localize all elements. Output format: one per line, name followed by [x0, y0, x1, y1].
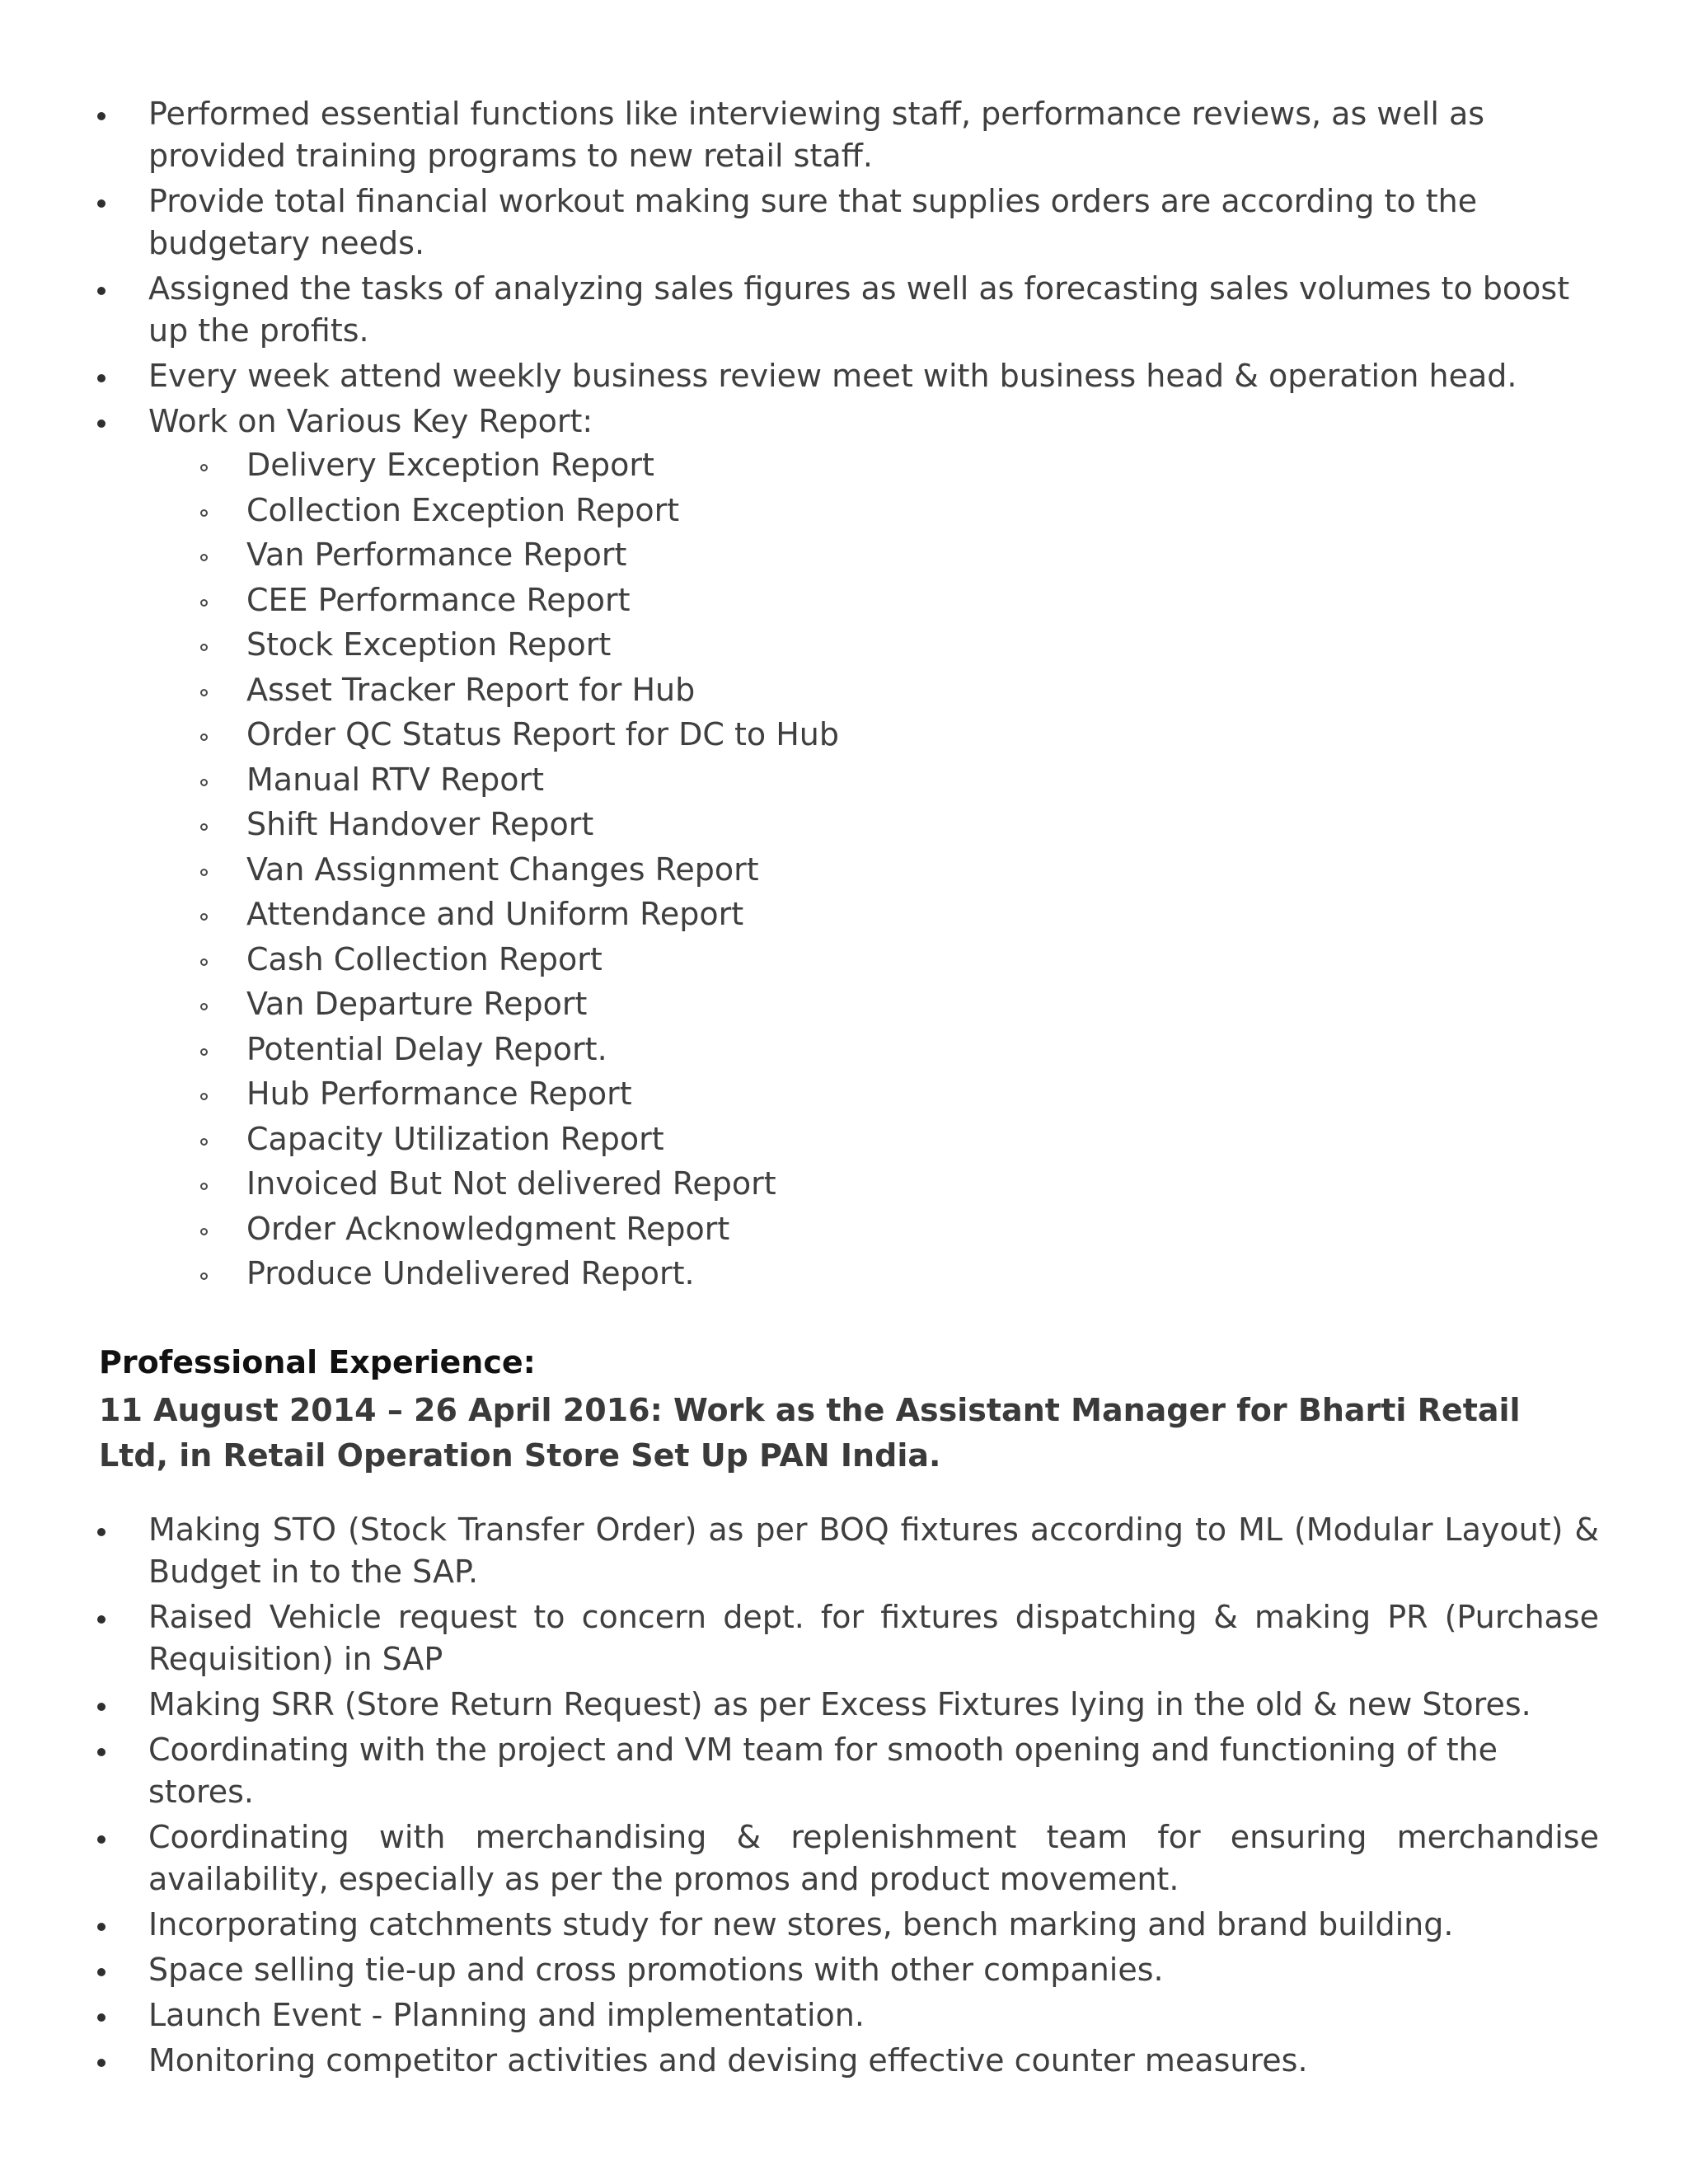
- circle-bullet-icon: [200, 779, 208, 786]
- bullet-icon: [97, 1968, 106, 1976]
- list-item: [0, 1816, 1599, 1900]
- list-item-text: Coordinating with the project and VM team for smooth opening and functioning of the stores.: [148, 1732, 1498, 1810]
- bullet-icon: [97, 287, 106, 295]
- report-item: [148, 757, 1599, 803]
- report-item: [148, 937, 1599, 982]
- report-item: [148, 488, 1599, 533]
- report-item: [148, 847, 1599, 893]
- duties-list: [0, 1509, 1599, 2085]
- report-item: [148, 1117, 1599, 1162]
- list-item-text: Provide total financial workout making sure that supplies orders are according to the budgetary needs.: [148, 183, 1478, 261]
- circle-bullet-icon: [200, 464, 208, 471]
- report-item: [148, 1071, 1599, 1117]
- circle-bullet-icon: [200, 1093, 208, 1100]
- list-item: [0, 93, 1599, 177]
- report-item-text: Stock Exception Report: [246, 626, 612, 663]
- report-item: [148, 892, 1599, 937]
- circle-bullet-icon: [200, 823, 208, 831]
- report-item-text: Order QC Status Report for DC to Hub: [246, 716, 840, 752]
- bullet-icon: [97, 1923, 106, 1931]
- report-item: [148, 622, 1599, 668]
- job-title: 11 August 2014 – 26 April 2016: Work as the Assistant Manager for Bharti Retail Ltd, in Retail Operation Store Set Up PAN India.: [99, 1392, 1521, 1474]
- report-item: [148, 443, 1599, 488]
- list-item-text: Performed essential functions like interviewing staff, performance reviews, as well as provided training programs to new retail staff.: [148, 96, 1485, 174]
- circle-bullet-icon: [200, 958, 208, 966]
- report-item: [148, 712, 1599, 757]
- report-item: [148, 532, 1599, 578]
- bullet-icon: [97, 2059, 106, 2067]
- list-item: [0, 1994, 1599, 2036]
- report-item-text: Produce Undelivered Report.: [246, 1255, 695, 1291]
- bullet-icon: [97, 2013, 106, 2022]
- list-item-text: Incorporating catchments study for new stores, bench marking and brand building.: [148, 1906, 1454, 1943]
- list-item-text: Monitoring competitor activities and devising effective counter measures.: [148, 2042, 1308, 2079]
- bullet-icon: [97, 374, 106, 382]
- list-item: [0, 268, 1599, 352]
- key-reports-list: [148, 443, 1599, 1296]
- list-item: [0, 1509, 1599, 1593]
- report-item-text: Collection Exception Report: [246, 491, 680, 528]
- report-item: [148, 1027, 1599, 1072]
- list-item-text: Every week attend weekly business review meet with business head & operation head.: [148, 358, 1517, 394]
- report-item-text: Asset Tracker Report for Hub: [246, 671, 696, 708]
- report-item-text: Hub Performance Report: [246, 1076, 632, 1112]
- list-item: [0, 1596, 1599, 1680]
- circle-bullet-icon: [200, 1138, 208, 1146]
- bullet-icon: [97, 1528, 106, 1536]
- list-item-text: Making SRR (Store Return Request) as per Excess Fixtures lying in the old & new Stores.: [148, 1686, 1531, 1722]
- bullet-icon: [97, 1748, 106, 1756]
- list-item: [0, 1904, 1599, 1946]
- report-item-text: Delivery Exception Report: [246, 447, 654, 483]
- list-item: [0, 180, 1599, 265]
- list-item: [0, 1949, 1599, 1991]
- report-item-text: Attendance and Uniform Report: [246, 896, 744, 932]
- circle-bullet-icon: [200, 509, 208, 517]
- report-item: [148, 982, 1599, 1027]
- report-item-text: Van Departure Report: [246, 986, 588, 1022]
- list-item: [0, 1729, 1599, 1813]
- circle-bullet-icon: [200, 1183, 208, 1190]
- bullet-icon: [97, 199, 106, 208]
- bullet-icon: [97, 1835, 106, 1844]
- list-item-text: Launch Event - Planning and implementation.: [148, 1997, 865, 2033]
- report-item: [148, 1251, 1599, 1296]
- list-item: [0, 355, 1599, 397]
- bullet-icon: [97, 419, 106, 428]
- report-item: [148, 668, 1599, 713]
- report-item-text: Van Assignment Changes Report: [246, 851, 759, 888]
- report-item-text: Cash Collection Report: [246, 940, 603, 977]
- report-item: [148, 1207, 1599, 1252]
- report-item: [148, 578, 1599, 623]
- report-item-text: Shift Handover Report: [246, 806, 594, 842]
- circle-bullet-icon: [200, 599, 208, 607]
- bullet-icon: [97, 112, 106, 120]
- section-heading: Professional Experience:: [99, 1344, 536, 1380]
- list-item-text: Space selling tie-up and cross promotions with other companies.: [148, 1952, 1164, 1988]
- list-item: [0, 401, 1599, 1296]
- report-item-text: Potential Delay Report.: [246, 1030, 607, 1067]
- list-item-text: Assigned the tasks of analyzing sales figures as well as forecasting sales volumes to boost up the profits.: [148, 270, 1570, 349]
- circle-bullet-icon: [200, 869, 208, 876]
- report-item-text: Capacity Utilization Report: [246, 1120, 664, 1157]
- report-item-text: CEE Performance Report: [246, 581, 631, 618]
- list-item-text: Work on Various Key Report:: [148, 403, 593, 439]
- list-item-text: Raised Vehicle request to concern dept. for fixtures dispatching & making PR (Purchase Requisition) in SAP: [148, 1599, 1599, 1677]
- circle-bullet-icon: [200, 913, 208, 921]
- list-item: [0, 1684, 1599, 1726]
- circle-bullet-icon: [200, 733, 208, 741]
- circle-bullet-icon: [200, 1048, 208, 1056]
- report-item: [148, 802, 1599, 847]
- circle-bullet-icon: [200, 1228, 208, 1235]
- list-item-text: Making STO (Stock Transfer Order) as per BOQ fixtures according to ML (Modular Layout) & Budget in to the SAP.: [148, 1511, 1599, 1590]
- list-item-text: Coordinating with merchandising & replenishment team for ensuring merchandise availability, especially as per the promos and product movement.: [148, 1819, 1599, 1897]
- circle-bullet-icon: [200, 1003, 208, 1010]
- report-item-text: Van Performance Report: [246, 537, 627, 573]
- report-item: [148, 1161, 1599, 1207]
- report-item-text: Invoiced But Not delivered Report: [246, 1165, 776, 1202]
- list-item: [0, 2040, 1599, 2082]
- circle-bullet-icon: [200, 554, 208, 561]
- responsibilities-list: [0, 93, 1599, 1300]
- circle-bullet-icon: [200, 1272, 208, 1280]
- report-item-text: Order Acknowledgment Report: [246, 1210, 730, 1247]
- circle-bullet-icon: [200, 644, 208, 651]
- bullet-icon: [97, 1615, 106, 1624]
- circle-bullet-icon: [200, 689, 208, 696]
- bullet-icon: [97, 1703, 106, 1711]
- report-item-text: Manual RTV Report: [246, 761, 545, 798]
